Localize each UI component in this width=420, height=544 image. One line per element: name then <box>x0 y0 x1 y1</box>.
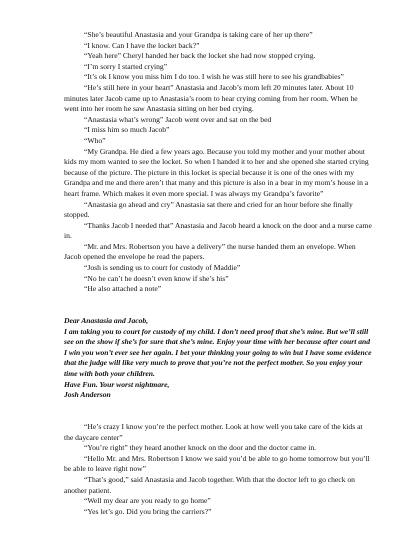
paragraph: “Anastasia what’s wrong” Jacob went over and sat on the bed <box>84 114 272 124</box>
paragraph: “Anastasia go ahead and cry” Anastasia sat there and cried for an hour before she finally stopped. <box>64 199 353 220</box>
paragraph: “You’re right” they heard another knock on the door and the doctor came in. <box>84 443 317 453</box>
paragraph: “It’s ok I know you miss him I do too. I wish he was still here to see his grandbabies” <box>84 72 344 82</box>
paragraph: “Josh is sending us to court for custody of Maddie” <box>84 263 241 273</box>
spacer <box>64 295 372 306</box>
paragraph: “Yeah here” Cheryl handed her back the locket she had now stopped crying. <box>84 51 316 61</box>
paragraph: “I know. Can I have the locket back?” <box>84 40 200 50</box>
letter-signature: Josh Anderson <box>64 390 111 400</box>
story-part-2 <box>64 422 372 517</box>
paragraph: “He’s still here in your heart” Anastasia and Jacob’s mom left 20 minutes later. About 10 minutes later Jacob came up to Anastasia’s room to hear crying coming from her room. When he went into her room he saw Anastasia sitting on her bed crying. <box>64 82 358 114</box>
paragraph: “She’s beautiful Anastasia and your Grandpa is taking care of her up there” <box>84 30 313 39</box>
letter-body: I am taking you to court for custody of my child. I don’t need proof that she’s mine. But we’ll still see on the show if she’s for sure that she’s mine. Enjoy your time with her because after court and I win you won’t ever see her again. I bet your thinking your going to win but I have some evidence that the judge will like very much to prove that you’re not the perfect mother. So you enjoy your time with both your children. <box>64 326 372 378</box>
paragraph: “Thanks Jacob I needed that” Anastasia and Jacob heard a knock on the door and a nurse came in. <box>64 220 372 241</box>
paragraph: “Mr. and Mrs. Robertson you have a delivery” the nurse handed them an envelope. When Jacob opened the envelope he read the papers. <box>64 241 356 262</box>
story-part-1 <box>64 30 372 295</box>
paragraph: “He also attached a note” <box>84 284 162 294</box>
paragraph: “Hello Mr. and Mrs. Robertson I know we said you’d be able to go home tomorrow but you’ll be able to leave right now” <box>64 453 370 474</box>
paragraph: “My Grandpa. He died a few years ago. Because you told my mother and your mother about kids my mom wanted to see the locket. So when I handed it to her and she opened she started crying because of the picture. The picture in this locket is special because it is one of the ones with my Grandpa and me and there aren’t that many and this picture is also in a bear in my mom’s house in a heart frame. Which makes it even more special. I was always my Grandpa’s favorite” <box>64 146 369 198</box>
note-letter <box>64 316 372 401</box>
spacer <box>64 305 372 316</box>
spacer <box>64 411 372 422</box>
letter-closing: Have Fun. Your worst nightmare, <box>64 379 170 389</box>
paragraph: “Well my dear are you ready to go home” <box>84 496 211 506</box>
paragraph: “Who” <box>84 135 106 145</box>
spacer <box>64 401 372 412</box>
paragraph: “I miss him so much Jacob” <box>84 125 170 135</box>
paragraph: “I’m sorry I started crying” <box>84 61 168 71</box>
paragraph: “No he can’t he doesn’t even know if she’s his” <box>84 273 229 283</box>
letter-salutation: Dear Anastasia and Jacob, <box>64 316 149 326</box>
paragraph: “He’s crazy I know you’re the perfect mother. Look at how well you take care of the kids at the daycare center” <box>64 421 363 442</box>
paragraph: “Yes let’s go. Did you bring the carriers?” <box>84 506 212 516</box>
paragraph: “That’s good,” said Anastasia and Jacob together. With that the doctor left to go check on another patient. <box>64 474 355 495</box>
